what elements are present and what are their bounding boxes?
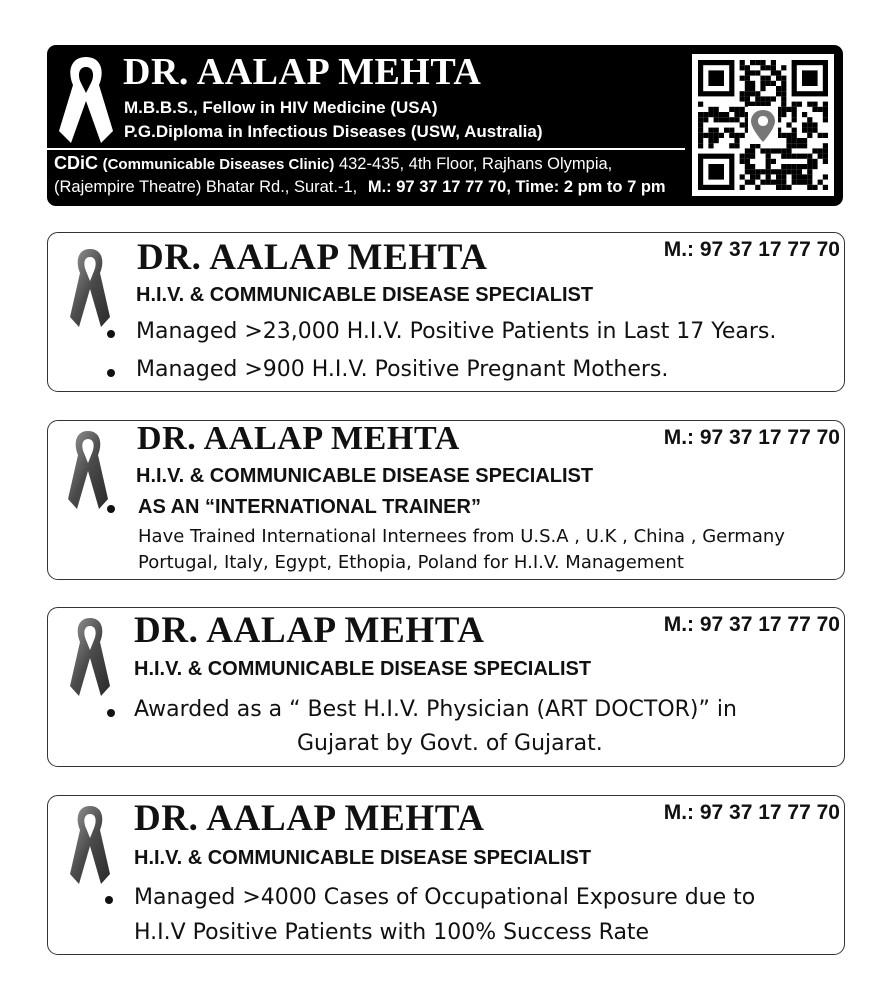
qr-module <box>745 65 750 70</box>
qr-module <box>755 185 760 190</box>
qr-module <box>698 133 703 138</box>
qr-finder <box>802 70 818 86</box>
qr-module <box>750 70 755 75</box>
specialty-line: H.I.V. & COMMUNICABLE DISEASE SPECIALIST <box>134 658 592 680</box>
bullet-icon <box>107 330 115 338</box>
divider <box>47 148 685 150</box>
bullet-icon <box>107 709 115 717</box>
qr-module <box>708 107 713 112</box>
qr-module <box>823 185 828 190</box>
qr-module <box>750 91 755 96</box>
qr-module <box>766 148 771 153</box>
awareness-ribbon-icon <box>66 802 114 890</box>
qr-module <box>812 107 817 112</box>
qr-module <box>823 112 828 117</box>
qr-module <box>708 143 713 148</box>
qr-module <box>740 154 745 159</box>
qr-module <box>781 154 786 159</box>
qr-module <box>745 159 750 164</box>
qr-module <box>750 154 755 159</box>
qr-module <box>724 117 729 122</box>
qr-module <box>781 91 786 96</box>
qr-module <box>755 96 760 101</box>
qr-module <box>786 185 791 190</box>
qr-module <box>760 96 765 101</box>
qr-module <box>740 107 745 112</box>
qr-module <box>807 117 812 122</box>
qr-module <box>760 169 765 174</box>
qr-module <box>740 159 745 164</box>
qr-module <box>781 174 786 179</box>
qr-module <box>807 169 812 174</box>
qr-module <box>766 81 771 86</box>
qr-module <box>750 86 755 91</box>
qr-module <box>802 154 807 159</box>
awareness-ribbon-icon <box>66 614 114 702</box>
qr-module <box>734 133 739 138</box>
qr-finder <box>708 164 724 180</box>
qr-module <box>802 164 807 169</box>
doctor-name: DR. AALAP MEHTA <box>137 237 488 278</box>
qr-module <box>698 128 703 133</box>
qr-module <box>760 60 765 65</box>
qr-finder <box>708 70 724 86</box>
qr-module <box>740 76 745 81</box>
detail-text-1: Have Trained International Internees from U.S.A , U.K , China , Germany <box>138 526 785 547</box>
qr-module <box>734 138 739 143</box>
qr-module <box>771 169 776 174</box>
qr-module <box>776 174 781 179</box>
qr-module <box>771 180 776 185</box>
qr-module <box>750 81 755 86</box>
qr-module <box>797 138 802 143</box>
contact-time: M.: 97 37 17 77 70, Time: 2 pm to 7 pm <box>367 178 666 196</box>
qr-module <box>760 81 765 86</box>
qr-module <box>792 169 797 174</box>
qr-module <box>776 185 781 190</box>
qr-module <box>792 133 797 138</box>
qr-module <box>734 107 739 112</box>
qr-module <box>792 164 797 169</box>
qr-module <box>818 180 823 185</box>
qr-module <box>781 65 786 70</box>
qr-module <box>807 122 812 127</box>
qr-module <box>766 154 771 159</box>
qr-module <box>786 133 791 138</box>
qr-module <box>745 154 750 159</box>
qr-module <box>698 102 703 107</box>
specialty-line: H.I.V. & COMMUNICABLE DISEASE SPECIALIST <box>136 284 594 306</box>
qr-module <box>724 128 729 133</box>
qr-module <box>740 133 745 138</box>
qr-module <box>812 159 817 164</box>
qr-module <box>745 148 750 153</box>
qr-module <box>766 180 771 185</box>
qr-module <box>797 102 802 107</box>
qr-module <box>807 154 812 159</box>
qr-module <box>771 60 776 65</box>
qr-module <box>797 169 802 174</box>
qr-module <box>781 107 786 112</box>
bullet-text-1-cont: H.I.V Positive Patients with 100% Success Rate <box>134 920 650 945</box>
qr-module <box>812 185 817 190</box>
qr-module <box>745 164 750 169</box>
awareness-ribbon-icon <box>64 427 112 515</box>
clinic-name: (Communicable Diseases Clinic) <box>102 156 335 173</box>
qr-module <box>797 143 802 148</box>
qr-module <box>823 154 828 159</box>
qr-module <box>771 81 776 86</box>
qr-module <box>740 91 745 96</box>
qr-module <box>802 122 807 127</box>
qr-module <box>818 107 823 112</box>
awareness-ribbon-icon <box>66 245 114 333</box>
credential-line-1: M.B.B.S., Fellow in HIV Medicine (USA) <box>124 98 438 117</box>
qr-module <box>786 143 791 148</box>
qr-module <box>771 96 776 101</box>
qr-module <box>786 122 791 127</box>
qr-module <box>755 174 760 179</box>
qr-module <box>703 117 708 122</box>
qr-module <box>714 117 719 122</box>
qr-module <box>786 154 791 159</box>
qr-module <box>781 112 786 117</box>
qr-module <box>740 174 745 179</box>
qr-module <box>760 65 765 70</box>
qr-module <box>823 143 828 148</box>
qr-module <box>823 159 828 164</box>
qr-module <box>781 76 786 81</box>
bullet-text-1: AS AN “INTERNATIONAL TRAINER” <box>138 496 481 518</box>
qr-code-icon[interactable] <box>692 54 834 196</box>
address-part-2: (Rajempire Theatre) Bhatar Rd., Surat.-1, <box>54 178 358 196</box>
qr-module <box>766 76 771 81</box>
qr-module <box>766 96 771 101</box>
qr-module <box>760 180 765 185</box>
qr-module <box>792 128 797 133</box>
qr-module <box>781 86 786 91</box>
qr-module <box>792 138 797 143</box>
qr-module <box>786 148 791 153</box>
qr-module <box>729 107 734 112</box>
bullet-text-1: Managed >4000 Cases of Occupational Exposure due to <box>134 885 756 910</box>
qr-module <box>724 112 729 117</box>
qr-module <box>708 138 713 143</box>
mobile-number: M.: 97 37 17 77 70 <box>663 238 840 261</box>
qr-module <box>771 70 776 75</box>
qr-module <box>776 148 781 153</box>
qr-module <box>698 112 703 117</box>
qr-module <box>745 81 750 86</box>
qr-module <box>781 148 786 153</box>
qr-module <box>771 148 776 153</box>
qr-module <box>750 169 755 174</box>
qr-module <box>823 107 828 112</box>
bullet-icon <box>107 369 115 377</box>
qr-module <box>802 180 807 185</box>
qr-module <box>719 117 724 122</box>
qr-module <box>786 164 791 169</box>
qr-module <box>792 143 797 148</box>
qr-module <box>745 76 750 81</box>
bullet-text-2: Managed >900 H.I.V. Positive Pregnant Mothers. <box>136 357 669 382</box>
mobile-number: M.: 97 37 17 77 70 <box>663 801 840 824</box>
qr-module <box>755 169 760 174</box>
qr-module <box>807 159 812 164</box>
qr-module <box>776 76 781 81</box>
address-part-1: 432-435, 4th Floor, Rajhans Olympia, <box>338 155 613 173</box>
qr-module <box>755 60 760 65</box>
qr-module <box>781 164 786 169</box>
qr-module <box>781 133 786 138</box>
qr-module <box>792 154 797 159</box>
qr-module <box>729 143 734 148</box>
qr-module <box>807 102 812 107</box>
qr-module <box>792 117 797 122</box>
qr-module <box>792 174 797 179</box>
qr-module <box>781 180 786 185</box>
qr-module <box>760 76 765 81</box>
qr-module <box>729 133 734 138</box>
qr-module <box>776 70 781 75</box>
qr-module <box>823 174 828 179</box>
qr-module <box>750 60 755 65</box>
qr-module <box>714 112 719 117</box>
qr-module <box>797 154 802 159</box>
specialty-line: H.I.V. & COMMUNICABLE DISEASE SPECIALIST <box>136 465 594 487</box>
qr-module <box>807 164 812 169</box>
qr-module <box>714 133 719 138</box>
bullet-text-1-cont: Gujarat by Govt. of Gujarat. <box>297 731 603 756</box>
qr-module <box>734 112 739 117</box>
qr-module <box>708 133 713 138</box>
qr-module <box>802 138 807 143</box>
ad-card-2 <box>47 420 845 580</box>
qr-module <box>771 159 776 164</box>
qr-module <box>766 65 771 70</box>
qr-module <box>792 180 797 185</box>
qr-module <box>745 91 750 96</box>
qr-module <box>740 60 745 65</box>
qr-module <box>750 180 755 185</box>
qr-module <box>745 169 750 174</box>
ad-card-4 <box>47 795 845 955</box>
qr-module <box>823 102 828 107</box>
doctor-name: DR. AALAP MEHTA <box>137 420 460 457</box>
qr-module <box>781 96 786 101</box>
qr-module <box>703 112 708 117</box>
qr-module <box>766 174 771 179</box>
qr-module <box>797 164 802 169</box>
header-card <box>47 45 843 206</box>
mobile-number: M.: 97 37 17 77 70 <box>663 426 840 449</box>
bullet-icon <box>107 505 115 513</box>
qr-module <box>740 96 745 101</box>
qr-module <box>714 107 719 112</box>
qr-module <box>786 138 791 143</box>
qr-module <box>818 154 823 159</box>
qr-module <box>740 185 745 190</box>
qr-module <box>755 70 760 75</box>
qr-module <box>812 128 817 133</box>
qr-module <box>745 86 750 91</box>
qr-module <box>776 91 781 96</box>
qr-module <box>740 112 745 117</box>
clinic-abbr: CDiC <box>54 153 98 173</box>
qr-module <box>797 174 802 179</box>
qr-module <box>766 169 771 174</box>
qr-module <box>807 174 812 179</box>
qr-module <box>714 128 719 133</box>
qr-module <box>698 122 703 127</box>
qr-module <box>714 138 719 143</box>
qr-module <box>781 169 786 174</box>
detail-text-2: Portugal, Italy, Egypt, Ethopia, Poland for H.I.V. Management <box>138 552 684 573</box>
qr-module <box>807 180 812 185</box>
qr-module <box>745 96 750 101</box>
qr-module <box>781 81 786 86</box>
awareness-ribbon-icon <box>53 51 119 149</box>
qr-module <box>776 169 781 174</box>
bullet-icon <box>105 896 113 904</box>
specialty-line: H.I.V. & COMMUNICABLE DISEASE SPECIALIST <box>134 847 592 869</box>
qr-module <box>708 128 713 133</box>
qr-module <box>729 128 734 133</box>
qr-module <box>823 133 828 138</box>
doctor-name: DR. AALAP MEHTA <box>134 798 485 839</box>
qr-module <box>719 112 724 117</box>
mobile-number: M.: 97 37 17 77 70 <box>663 613 840 636</box>
doctor-name: DR. AALAP MEHTA <box>134 610 485 651</box>
qr-code-graphic <box>692 54 834 196</box>
address-line-2 <box>54 178 666 197</box>
qr-module <box>807 185 812 190</box>
qr-module <box>823 117 828 122</box>
qr-module <box>760 148 765 153</box>
qr-module <box>802 143 807 148</box>
qr-module <box>792 112 797 117</box>
qr-module <box>823 148 828 153</box>
qr-module <box>786 169 791 174</box>
qr-module <box>760 86 765 91</box>
qr-module <box>703 133 708 138</box>
qr-module <box>776 180 781 185</box>
qr-module <box>719 133 724 138</box>
qr-module <box>812 164 817 169</box>
qr-module <box>812 102 817 107</box>
bullet-text-1: Awarded as a “ Best H.I.V. Physician (ART DOCTOR)” in <box>134 697 737 722</box>
qr-module <box>755 91 760 96</box>
qr-module <box>781 185 786 190</box>
qr-module <box>781 102 786 107</box>
bullet-text-1: Managed >23,000 H.I.V. Positive Patients in Last 17 Years. <box>136 319 777 344</box>
qr-module <box>818 133 823 138</box>
doctor-name: DR. AALAP MEHTA <box>123 51 482 93</box>
qr-module <box>807 128 812 133</box>
qr-module <box>802 174 807 179</box>
ad-card-3 <box>47 607 845 767</box>
qr-module <box>750 174 755 179</box>
qr-module <box>750 148 755 153</box>
qr-module <box>771 65 776 70</box>
qr-module <box>802 128 807 133</box>
qr-module <box>792 107 797 112</box>
qr-module <box>766 164 771 169</box>
qr-module <box>807 133 812 138</box>
qr-module <box>792 102 797 107</box>
qr-module <box>802 112 807 117</box>
qr-module <box>698 143 703 148</box>
qr-module <box>745 180 750 185</box>
qr-module <box>786 107 791 112</box>
qr-module <box>698 138 703 143</box>
qr-module <box>812 122 817 127</box>
address-line-1 <box>54 153 612 174</box>
qr-module <box>740 65 745 70</box>
qr-module <box>797 180 802 185</box>
qr-module <box>734 143 739 148</box>
ad-card-1 <box>47 232 845 392</box>
qr-module <box>729 117 734 122</box>
qr-module <box>750 164 755 169</box>
qr-module <box>745 70 750 75</box>
qr-module <box>698 117 703 122</box>
credential-line-2: P.G.Diploma in Infectious Diseases (USW, Australia) <box>124 122 543 141</box>
qr-module <box>812 148 817 153</box>
qr-module <box>734 117 739 122</box>
qr-module <box>708 112 713 117</box>
qr-module <box>776 86 781 91</box>
qr-module <box>818 148 823 153</box>
qr-module <box>740 122 745 127</box>
qr-module <box>766 159 771 164</box>
